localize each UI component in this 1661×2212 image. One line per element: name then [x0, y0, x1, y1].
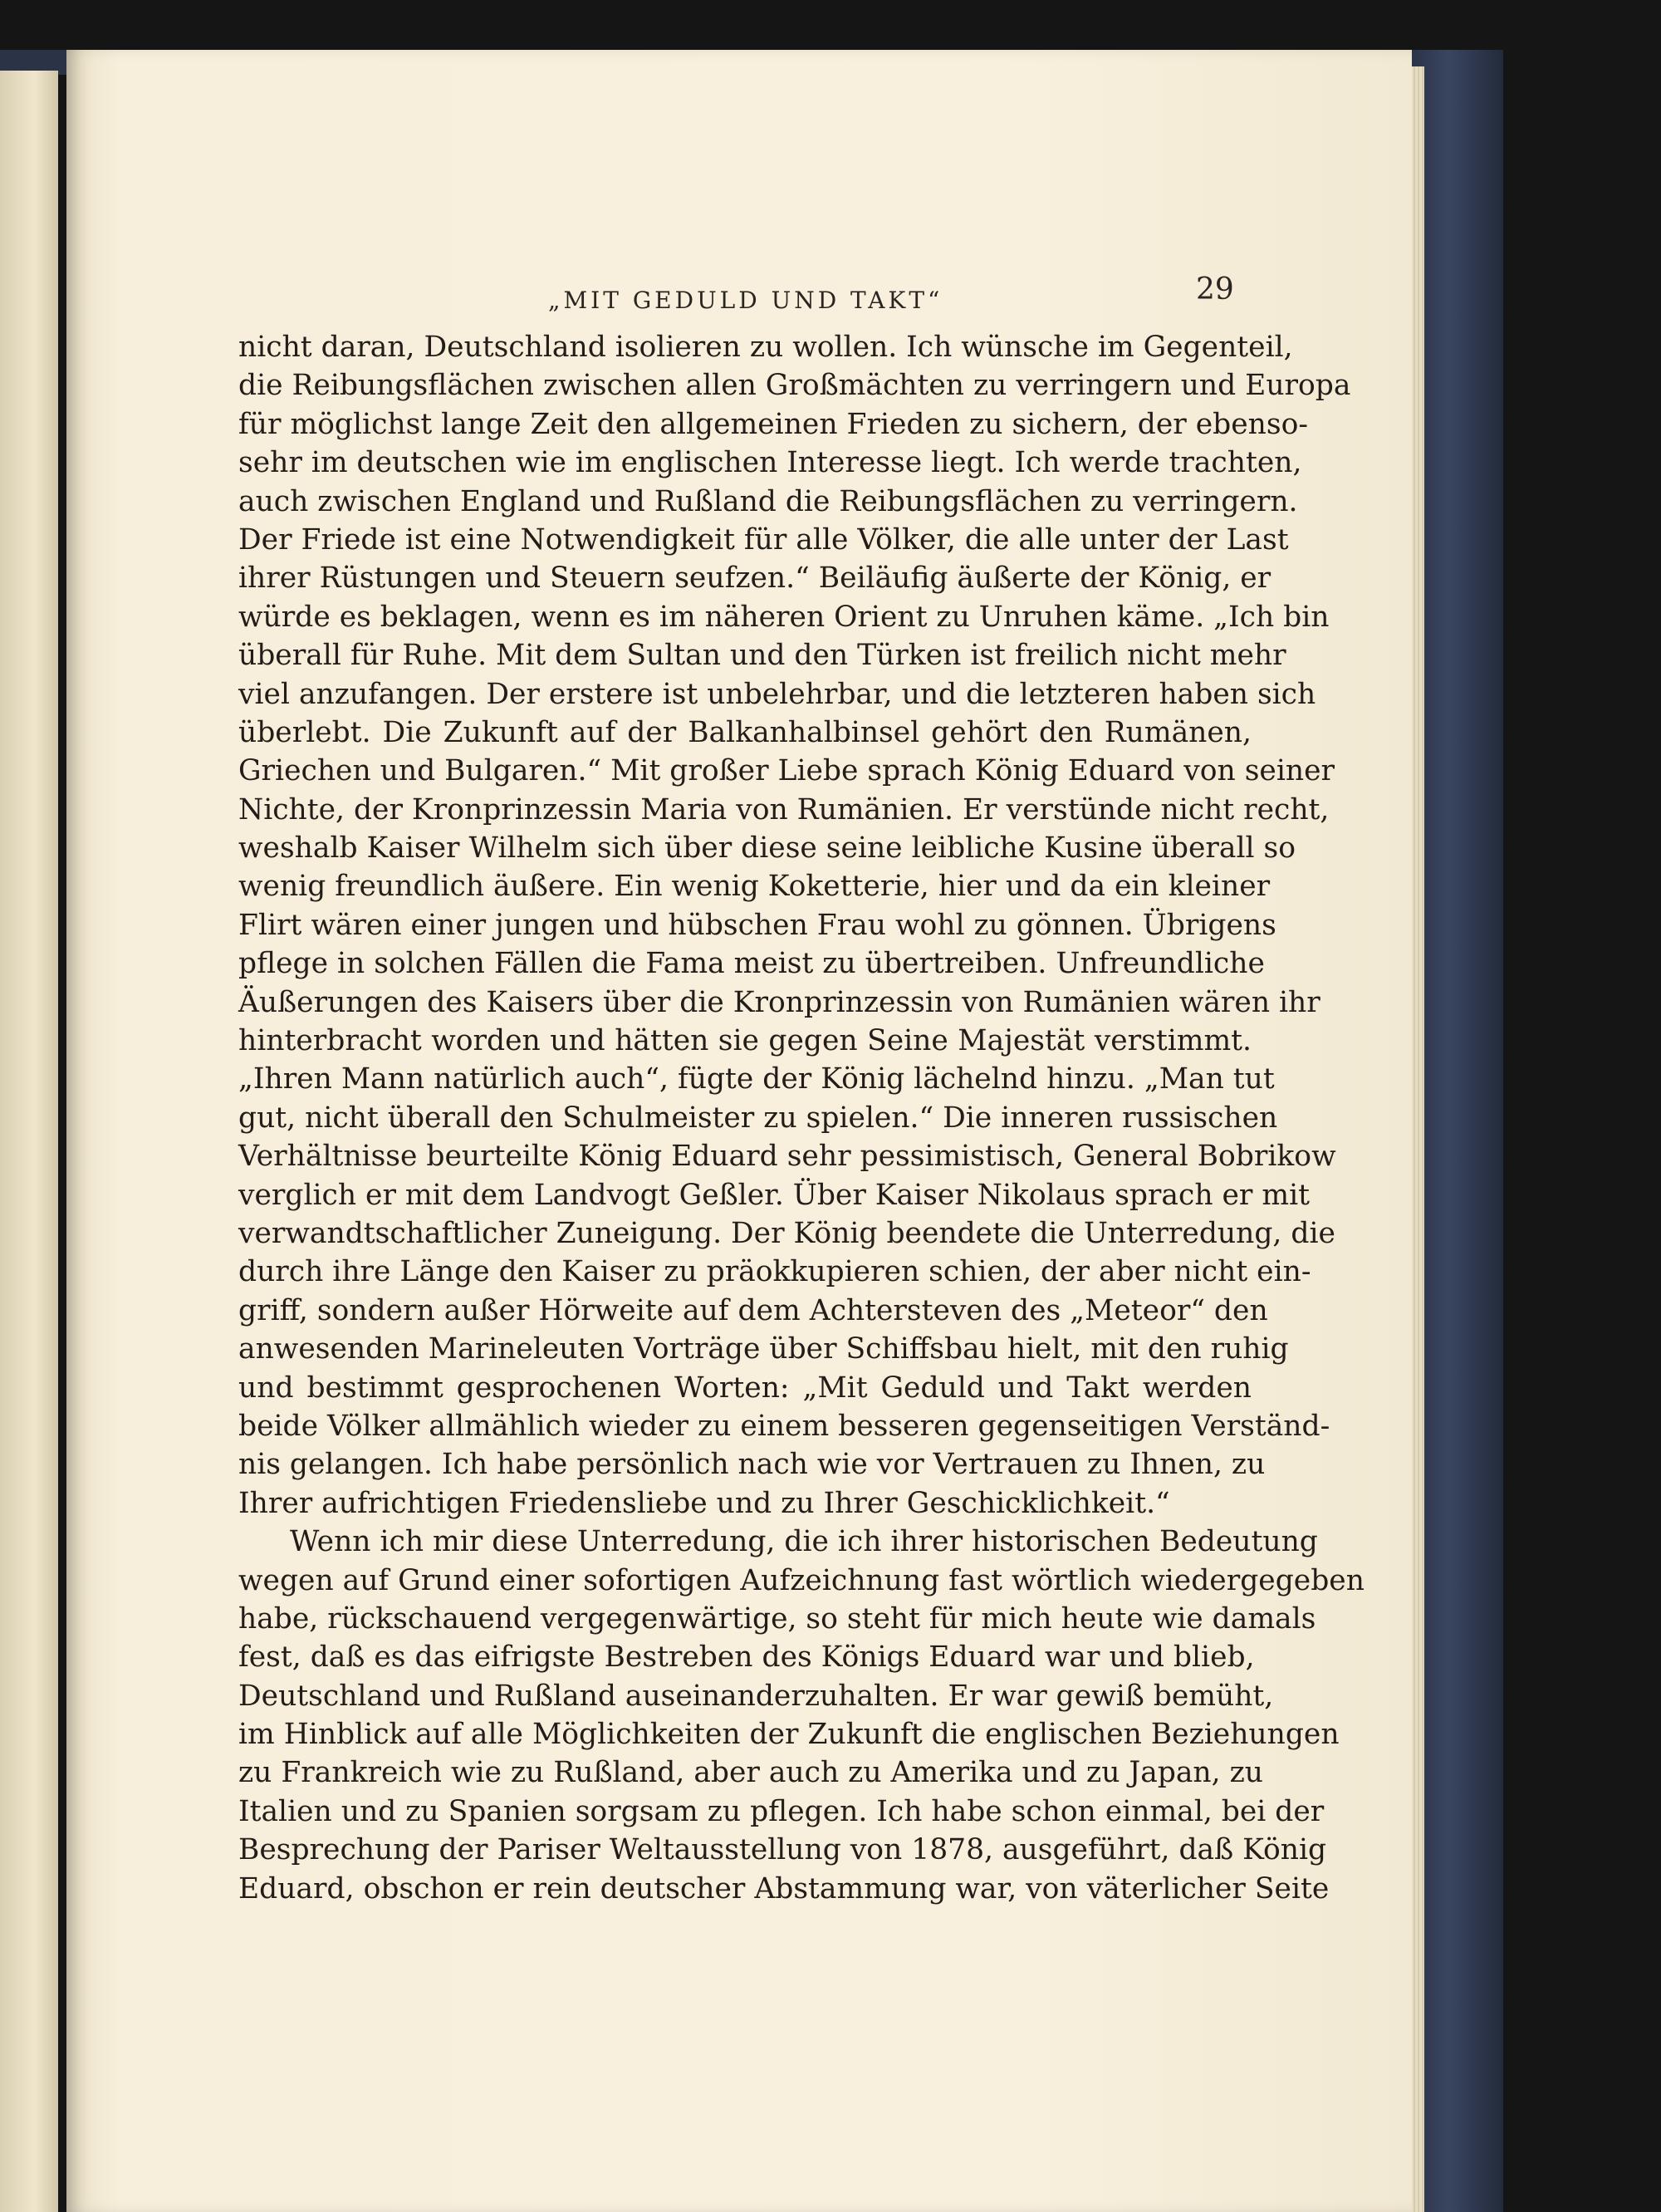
running-head: „MIT GEDULD UND TAKT“ [548, 287, 943, 314]
text-line: verwandtschaftlicher Zuneigung. Der König beendete die Unterredung, die [238, 1216, 1335, 1250]
text-line: die Reibungsflächen zwischen allen Großmächten zu verringern und Europa [238, 369, 1351, 403]
text-line: weshalb Kaiser Wilhelm sich über diese seine leibliche Kusine überall so [238, 831, 1296, 866]
text-line: Italien und zu Spanien sorgsam zu pflegen. Ich habe schon einmal, bei der [238, 1794, 1325, 1828]
text-line: wegen auf Grund einer sofortigen Aufzeichnung fast wörtlich wiedergegeben [238, 1563, 1365, 1597]
text-line: überall für Ruhe. Mit dem Sultan und den Türken ist freilich nicht mehr [238, 639, 1286, 673]
text-line: zu Frankreich wie zu Rußland, aber auch zu Amerika und zu Japan, zu [238, 1756, 1263, 1790]
text-line: Wenn ich mir diese Unterredung, die ich ihrer historischen Bedeutung [290, 1525, 1318, 1559]
text-line: für möglichst lange Zeit den allgemeinen Frieden zu sichern, der ebenso- [238, 407, 1309, 441]
text-line: pflege in solchen Fällen die Fama meist zu übertreiben. Unfreundliche [238, 947, 1265, 981]
text-line: anwesenden Marineleuten Vorträge über Schiffsbau hielt, mit den ruhig [238, 1332, 1289, 1366]
text-line: wenig freundlich äußere. Ein wenig Koketterie, hier und da ein kleiner [238, 870, 1271, 904]
text-line: würde es beklagen, wenn es im näheren Orient zu Unruhen käme. „Ich bin [238, 600, 1330, 634]
text-line: nicht daran, Deutschland isolieren zu wollen. Ich wünsche im Gegenteil, [238, 331, 1293, 364]
text-line: Deutschland und Rußland auseinanderzuhalten. Er war gewiß bemüht, [238, 1679, 1274, 1713]
page-number: 29 [1196, 272, 1234, 307]
text-line: Der Friede ist eine Notwendigkeit für alle Völker, die alle unter der Last [238, 522, 1289, 557]
text-line: Griechen und Bulgaren.“ Mit großer Liebe sprach König Eduard von seiner [238, 754, 1335, 788]
text-line: im Hinblick auf alle Möglichkeiten der Zukunft die englischen Beziehungen [238, 1718, 1340, 1752]
text-line: viel anzufangen. Der erstere ist unbelehrbar, und die letzteren haben sich [238, 677, 1316, 711]
text-line: nis gelangen. Ich habe persönlich nach wie vor Vertrauen zu Ihnen, zu [238, 1448, 1266, 1482]
previous-page-edge [0, 71, 58, 2212]
text-line: auch zwischen England und Rußland die Reibungsflächen zu verringern. [238, 484, 1298, 518]
right-book-cover [1412, 50, 1503, 2212]
text-line: ihrer Rüstungen und Steuern seufzen.“ Beiläufig äußerte der König, er [238, 562, 1271, 596]
text-line: „Ihren Mann natürlich auch“, fügte der König lächelnd hinzu. „Man tut [238, 1062, 1275, 1096]
text-line: sehr im deutschen wie im englischen Interesse liegt. Ich werde trachten, [238, 446, 1302, 480]
text-line: Eduard, obschon er rein deutscher Abstammung war, von väterlicher Seite [238, 1871, 1330, 1905]
text-line: Ihrer aufrichtigen Friedensliebe und zu Ihrer Geschicklichkeit.“ [238, 1486, 1170, 1520]
text-line: überlebt. Die Zukunft auf der Balkanhalbinsel gehört den Rumänen, [238, 715, 1252, 749]
text-line: griff, sondern außer Hörweite auf dem Achtersteven des „Meteor“ den [238, 1293, 1268, 1327]
text-line: Flirt wären einer jungen und hübschen Frau wohl zu gönnen. Übrigens [238, 908, 1276, 942]
text-line: fest, daß es das eifrigste Bestreben des Königs Eduard war und blieb, [238, 1641, 1255, 1675]
text-line: durch ihre Länge den Kaiser zu präokkupieren schien, der aber nicht ein- [238, 1255, 1311, 1289]
text-line: verglich er mit dem Landvogt Geßler. Über Kaiser Nikolaus sprach er mit [238, 1178, 1310, 1212]
text-line: gut, nicht überall den Schulmeister zu spielen.“ Die inneren russischen [238, 1101, 1278, 1135]
book-page [66, 50, 1412, 2212]
text-line: hinterbracht worden und hätten sie gegen Seine Majestät verstimmt. [238, 1024, 1252, 1058]
body-text [238, 328, 1365, 1908]
text-line: beide Völker allmählich wieder zu einem besseren gegenseitigen Verständ- [238, 1409, 1330, 1443]
text-line: und bestimmt gesprochenen Worten: „Mit Geduld und Takt werden [238, 1371, 1252, 1405]
text-line: Verhältnisse beurteilte König Eduard sehr pessimistisch, General Bobrikow [238, 1140, 1336, 1174]
text-line: Äußerungen des Kaisers über die Kronprinzessin von Rumänien wären ihr [238, 985, 1320, 1019]
text-line: habe, rückschauend vergegenwärtige, so steht für mich heute wie damals [238, 1601, 1316, 1636]
text-line: Nichte, der Kronprinzessin Maria von Rumänien. Er verstünde nicht recht, [238, 792, 1330, 826]
text-line: Besprechung der Pariser Weltausstellung von 1878, ausgeführt, daß König [238, 1833, 1327, 1867]
